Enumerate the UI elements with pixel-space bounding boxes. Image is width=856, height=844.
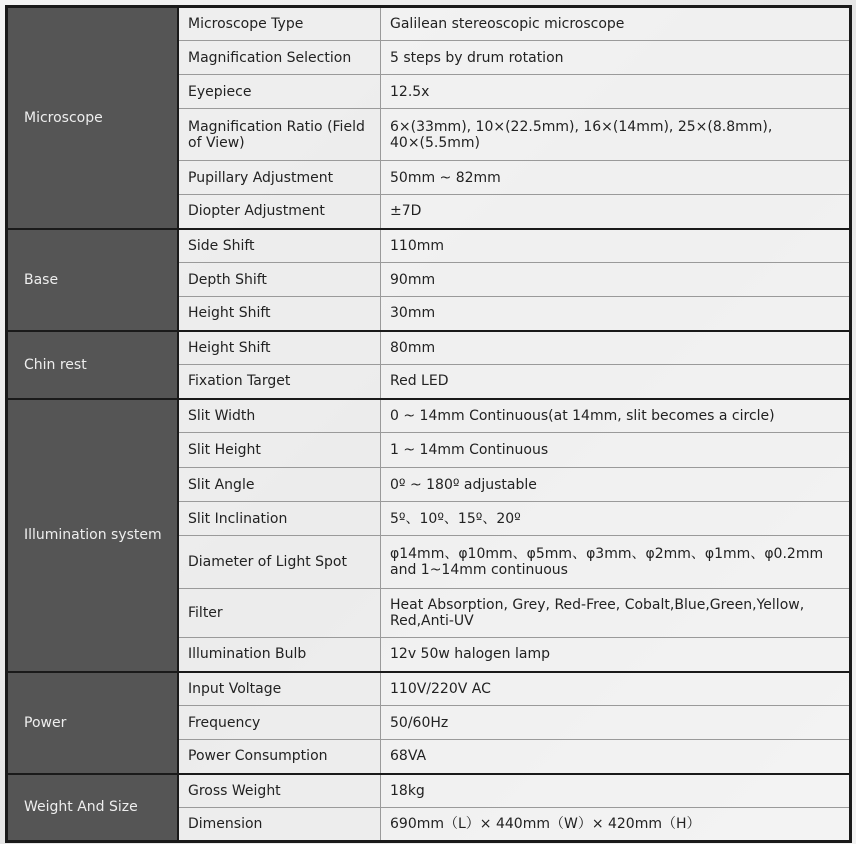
spec-value: 12.5x bbox=[381, 75, 851, 109]
spec-value: 50mm ~ 82mm bbox=[381, 161, 851, 195]
spec-name: Power Consumption bbox=[178, 740, 381, 774]
spec-value: Red LED bbox=[381, 365, 851, 399]
spec-value: ±7D bbox=[381, 195, 851, 229]
spec-value: 110mm bbox=[381, 229, 851, 263]
spec-value: 68VA bbox=[381, 740, 851, 774]
spec-name: Diameter of Light Spot bbox=[178, 536, 381, 589]
spec-value: 110V/220V AC bbox=[381, 672, 851, 706]
spec-value: 690mm（L）× 440mm（W）× 420mm（H） bbox=[381, 808, 851, 842]
spec-value: 6×(33mm), 10×(22.5mm), 16×(14mm), 25×(8.8mm), 40×(5.5mm) bbox=[381, 109, 851, 161]
group-label: Chin rest bbox=[7, 331, 179, 399]
spec-value: Galilean stereoscopic microscope bbox=[381, 7, 851, 41]
spec-value: φ14mm、φ10mm、φ5mm、φ3mm、φ2mm、φ1mm、φ0.2mm and 1~14mm continuous bbox=[381, 536, 851, 589]
spec-value: 80mm bbox=[381, 331, 851, 365]
table-row bbox=[7, 331, 851, 365]
spec-name: Microscope Type bbox=[178, 7, 381, 41]
table-row bbox=[7, 399, 851, 433]
spec-name: Gross Weight bbox=[178, 774, 381, 808]
spec-value: 30mm bbox=[381, 297, 851, 331]
spec-name: Input Voltage bbox=[178, 672, 381, 706]
spec-value: 0 ~ 14mm Continuous(at 14mm, slit becomes a circle) bbox=[381, 399, 851, 433]
table-row bbox=[7, 7, 851, 41]
spec-name: Pupillary Adjustment bbox=[178, 161, 381, 195]
group-label: Base bbox=[7, 229, 179, 331]
group-label: Power bbox=[7, 672, 179, 774]
spec-name: Side Shift bbox=[178, 229, 381, 263]
spec-name: Illumination Bulb bbox=[178, 638, 381, 672]
spec-value: 0º ~ 180º adjustable bbox=[381, 468, 851, 502]
spec-name: Fixation Target bbox=[178, 365, 381, 399]
spec-name: Slit Height bbox=[178, 433, 381, 468]
table-row bbox=[7, 774, 851, 808]
spec-name: Eyepiece bbox=[178, 75, 381, 109]
group-label: Microscope bbox=[7, 7, 179, 229]
spec-name: Slit Angle bbox=[178, 468, 381, 502]
spec-name: Frequency bbox=[178, 706, 381, 740]
spec-name: Slit Inclination bbox=[178, 502, 381, 536]
group-label: Weight And Size bbox=[7, 774, 179, 842]
spec-name: Dimension bbox=[178, 808, 381, 842]
spec-value: 1 ~ 14mm Continuous bbox=[381, 433, 851, 468]
group-label: Illumination system bbox=[7, 399, 179, 672]
spec-name: Depth Shift bbox=[178, 263, 381, 297]
table-row bbox=[7, 229, 851, 263]
table-row bbox=[7, 672, 851, 706]
spec-value: 5º、10º、15º、20º bbox=[381, 502, 851, 536]
spec-value: 90mm bbox=[381, 263, 851, 297]
spec-name: Slit Width bbox=[178, 399, 381, 433]
spec-name: Height Shift bbox=[178, 297, 381, 331]
spec-value: 50/60Hz bbox=[381, 706, 851, 740]
spec-value: 5 steps by drum rotation bbox=[381, 41, 851, 75]
spec-value: Heat Absorption, Grey, Red-Free, Cobalt,Blue,Green,Yellow, Red,Anti-UV bbox=[381, 589, 851, 638]
spec-name: Diopter Adjustment bbox=[178, 195, 381, 229]
spec-value: 18kg bbox=[381, 774, 851, 808]
spec-table bbox=[5, 5, 852, 843]
spec-name: Filter bbox=[178, 589, 381, 638]
spec-name: Magnification Ratio (Field of View) bbox=[178, 109, 381, 161]
spec-value: 12v 50w halogen lamp bbox=[381, 638, 851, 672]
spec-name: Magnification Selection bbox=[178, 41, 381, 75]
spec-name: Height Shift bbox=[178, 331, 381, 365]
